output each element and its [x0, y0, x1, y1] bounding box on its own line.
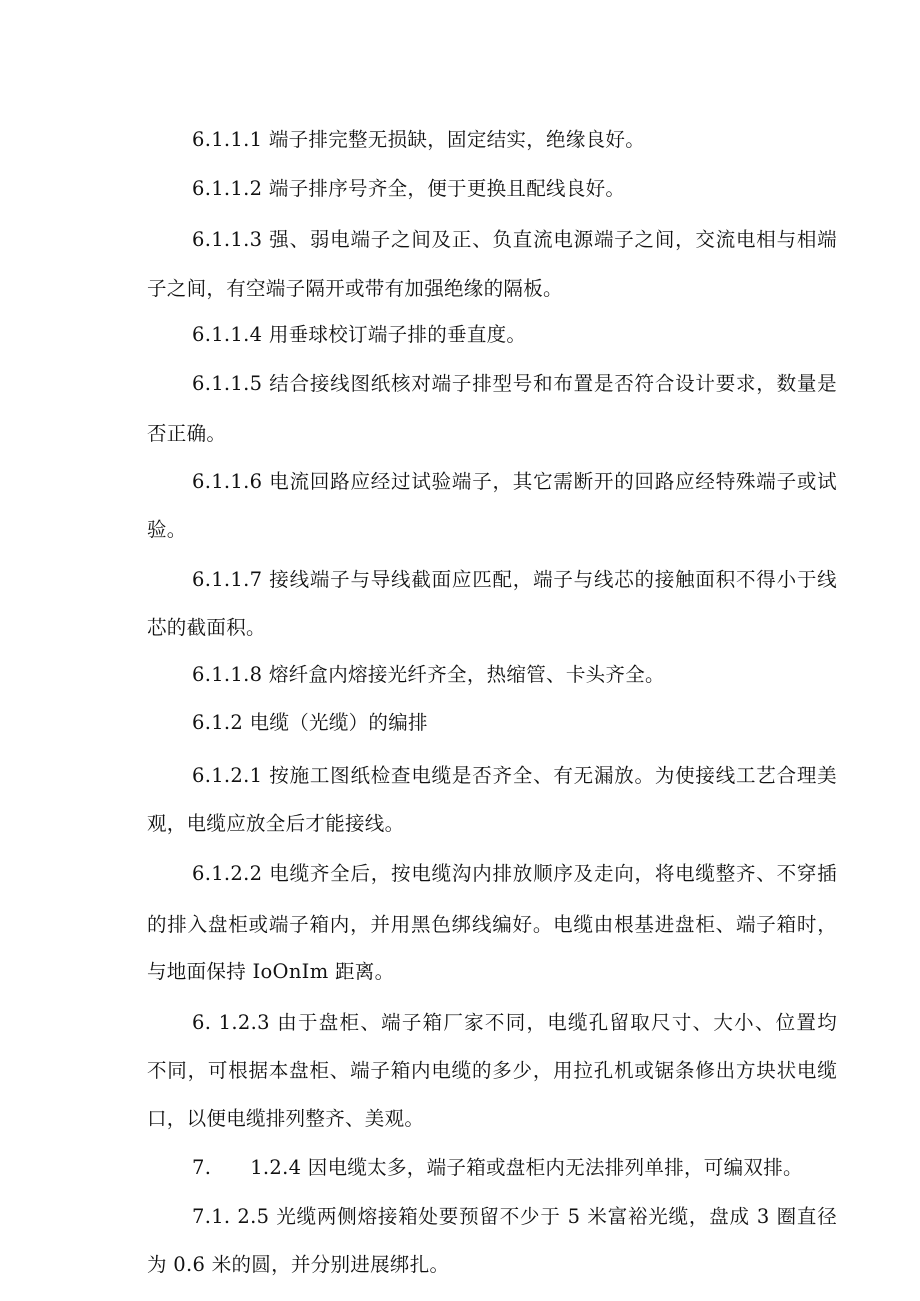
paragraph-6-1-2-3-line-2: 不同，可根据本盘柜、端子箱内电缆的多少，用拉孔机或锯条修出方块状电缆	[147, 1059, 837, 1082]
paragraph-6-1-1-8: 6.1.1.8 熔纤盒内熔接光纤齐全，热缩管、卡头齐全。	[192, 663, 665, 686]
paragraph-6-1-1-4: 6.1.1.4 用垂球校订端子排的垂直度。	[192, 323, 527, 346]
paragraph-6-1-2-2-line-2: 的排入盘柜或端子箱内，并用黑色绑线编好。电缆由根基进盘柜、端子箱时，	[147, 913, 837, 936]
paragraph-6-1-2-2-line-1: 6.1.2.2 电缆齐全后，按电缆沟内排放顺序及走向，将电缆整齐、不穿插	[192, 862, 837, 885]
paragraph-1-2-4: 7. 1.2.4 因电缆太多，端子箱或盘柜内无法排列单排，可编双排。	[192, 1156, 803, 1179]
paragraph-6-1-1-2: 6.1.1.2 端子排序号齐全，便于更换且配线良好。	[192, 177, 626, 200]
paragraph-6-1-1-3-line-2: 子之间，有空端子隔开或带有加强绝缘的隔板。	[147, 277, 563, 300]
paragraph-6-1-1-7-line-2: 芯的截面积。	[147, 616, 266, 639]
paragraph-6-1-2-3-line-3: 口，以便电缆排列整齐、美观。	[147, 1107, 425, 1130]
paragraph-6-1-1-3-line-1: 6.1.1.3 强、弱电端子之间及正、负直流电源端子之间，交流电相与相端	[192, 228, 837, 251]
paragraph-6-1-1-6-line-2: 验。	[147, 518, 187, 541]
paragraph-6-1-1-7-line-1: 6.1.1.7 接线端子与导线截面应匹配，端子与线芯的接触面积不得小于线	[192, 568, 837, 591]
paragraph-6-1-2-1-line-2: 观，电缆应放全后才能接线。	[147, 812, 405, 835]
paragraph-1-2-5-line-2: 为 0.6 米的圆，并分别进展绑扎。	[147, 1253, 450, 1276]
paragraph-6-1-1-1: 6.1.1.1 端子排完整无损缺，固定结实，绝缘良好。	[192, 128, 646, 151]
paragraph-6-1-1-6-line-1: 6.1.1.6 电流回路应经过试验端子，其它需断开的回路应经特殊端子或试	[192, 470, 837, 493]
paragraph-6-1-2-1-line-1: 6.1.2.1 按施工图纸检查电缆是否齐全、有无漏放。为使接线工艺合理美	[192, 764, 837, 787]
paragraph-6-1-1-5-line-1: 6.1.1.5 结合接线图纸核对端子排型号和布置是否符合设计要求，数量是	[192, 372, 837, 395]
paragraph-6-1-2-2-line-3: 与地面保持 IoOnIm 距离。	[147, 960, 395, 983]
section-heading-6-1-2: 6.1.2 电缆（光缆）的编排	[192, 711, 428, 734]
paragraph-6-1-1-5-line-2: 否正确。	[147, 422, 227, 445]
paragraph-1-2-5-line-1: 7.1. 2.5 光缆两侧熔接箱处要预留不少于 5 米富裕光缆，盘成 3 圈直径	[192, 1205, 837, 1228]
paragraph-6-1-2-3-line-1: 6. 1.2.3 由于盘柜、端子箱厂家不同，电缆孔留取尺寸、大小、位置均	[192, 1011, 837, 1034]
